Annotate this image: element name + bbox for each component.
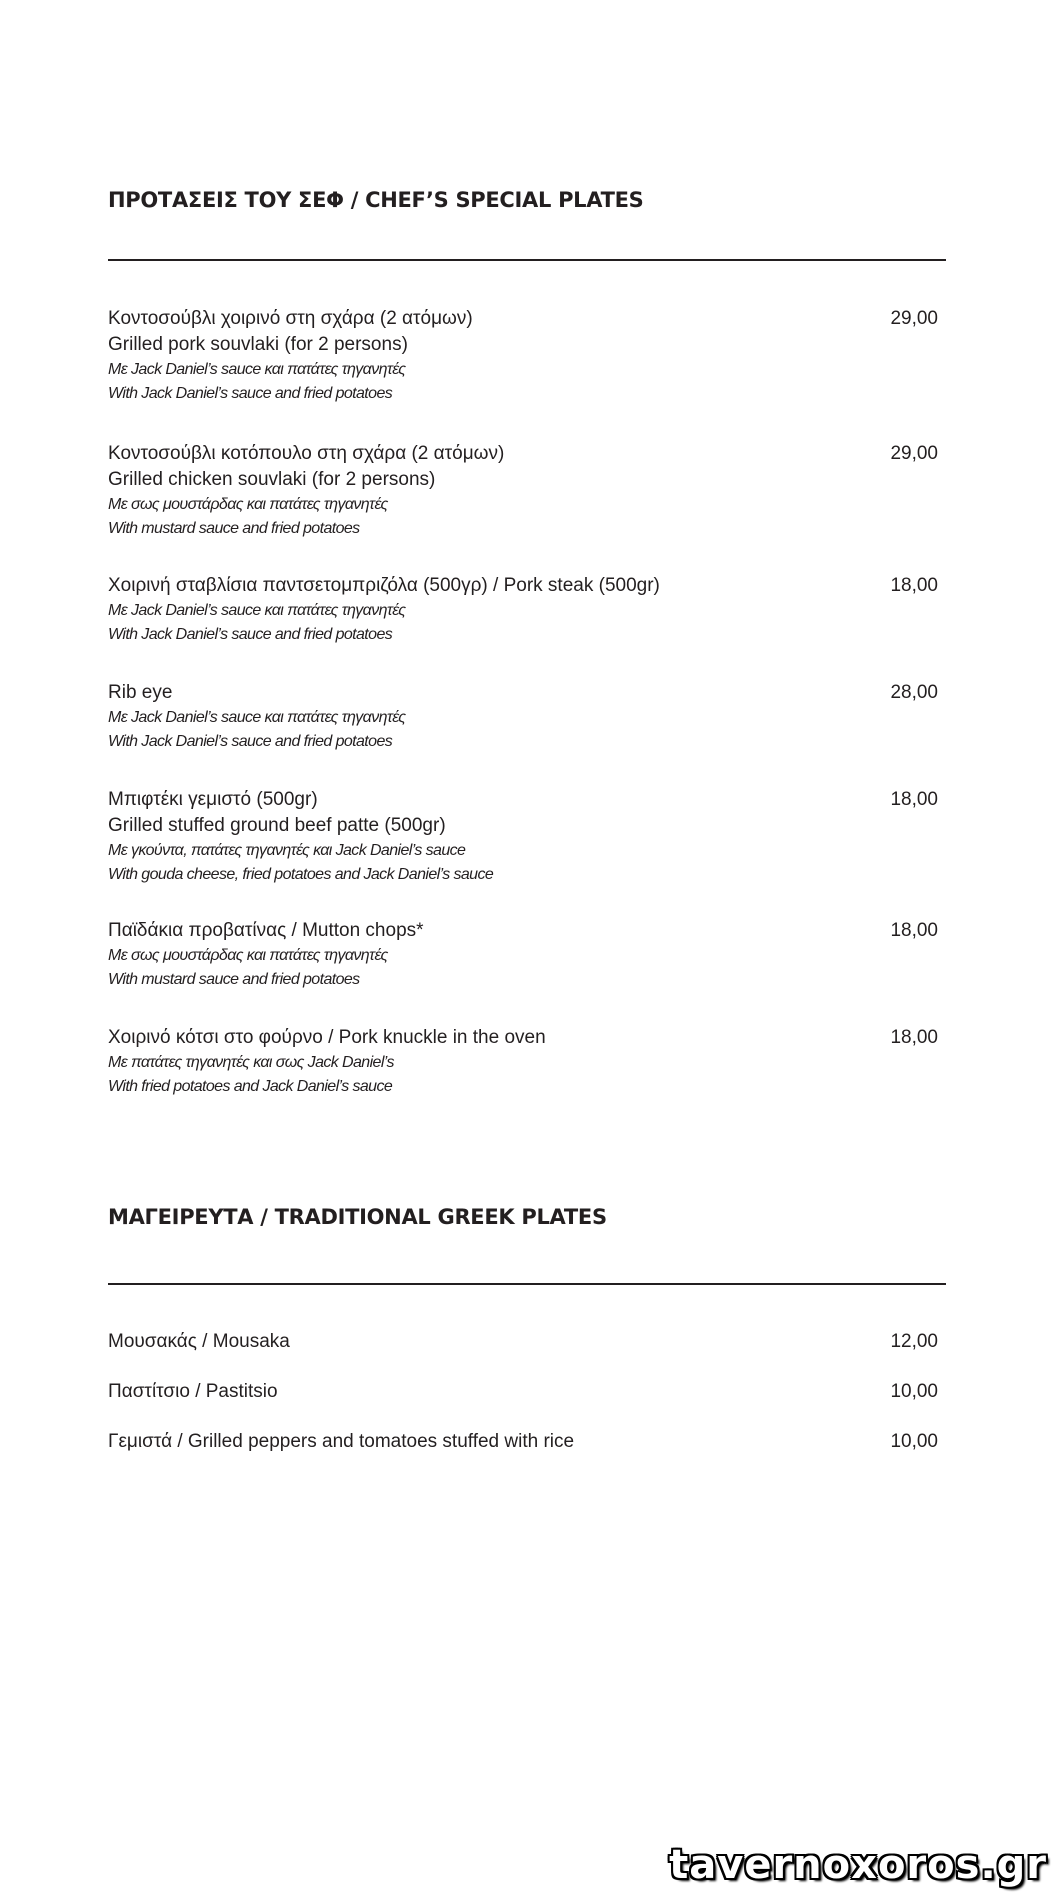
- watermark-logo: tavernoxoros.gr: [669, 1842, 1047, 1888]
- menu-item-pork-souvlaki: [108, 306, 938, 406]
- menu-item-rib-eye: [108, 680, 938, 754]
- menu-item-pastitsio: [108, 1379, 938, 1405]
- menu-item-gemista: [108, 1429, 938, 1455]
- item-price: 10,00: [890, 1431, 938, 1452]
- item-name: Παϊδάκια προβατίνας / Mutton chops*: [108, 920, 424, 941]
- item-description-english: With Jack Daniel’s sauce and fried potatoes: [108, 626, 393, 643]
- item-description-greek: Με Jack Daniel’s sauce και πατάτες τηγανητές: [108, 709, 406, 726]
- menu-item-pork-knuckle: [108, 1025, 938, 1099]
- item-price: 12,00: [890, 1331, 938, 1352]
- item-name: Γεμιστά / Grilled peppers and tomatoes stuffed with rice: [108, 1431, 575, 1452]
- menu-item-pork-steak: [108, 573, 938, 647]
- item-description-greek: Με Jack Daniel’s sauce και πατάτες τηγανητές: [108, 602, 406, 619]
- section-divider: [108, 259, 946, 261]
- item-name: Κοντοσούβλι κοτόπουλο στη σχάρα (2 ατόμων): [108, 443, 505, 464]
- item-name: Παστίτσιο / Pastitsio: [108, 1381, 278, 1402]
- item-price: 10,00: [890, 1381, 938, 1402]
- item-price: 18,00: [890, 789, 938, 810]
- item-name: Χοιρινή σταβλίσια παντσετομπριζόλα (500γρ) / Pork steak (500gr): [108, 575, 660, 596]
- item-description-greek: Με σως μουστάρδας και πατάτες τηγανητές: [108, 496, 388, 513]
- item-description-english: With mustard sauce and fried potatoes: [108, 971, 360, 988]
- item-price: 18,00: [890, 1027, 938, 1048]
- item-name-english: Grilled chicken souvlaki (for 2 persons): [108, 469, 436, 490]
- menu-item-chicken-souvlaki: [108, 441, 938, 541]
- item-price: 18,00: [890, 575, 938, 596]
- item-price: 18,00: [890, 920, 938, 941]
- item-description-english: With mustard sauce and fried potatoes: [108, 520, 360, 537]
- item-name: Μπιφτέκι γεμιστό (500gr): [108, 789, 318, 810]
- section-title: ΜΑΓΕΙΡΕΥΤΑ / TRADITIONAL GREEK PLATES: [108, 1205, 607, 1229]
- item-description-greek: Με σως μουστάρδας και πατάτες τηγανητές: [108, 947, 388, 964]
- item-description-english: With Jack Daniel’s sauce and fried potatoes: [108, 385, 393, 402]
- item-description-english: With fried potatoes and Jack Daniel’s sauce: [108, 1078, 393, 1095]
- item-name: Μουσακάς / Mousaka: [108, 1331, 290, 1352]
- section-title: ΠΡΟΤΑΣΕΙΣ ΤΟΥ ΣΕΦ / CHEF’S SPECIAL PLATES: [108, 188, 644, 212]
- section-traditional-greek: [108, 1207, 946, 1467]
- section-divider: [108, 1283, 946, 1285]
- item-price: 28,00: [890, 682, 938, 703]
- item-name: Rib eye: [108, 682, 173, 703]
- section-chefs-special: [108, 190, 946, 1110]
- item-description-greek: Με γκούντα, πατάτες τηγανητές και Jack Daniel’s sauce: [108, 842, 466, 859]
- item-name: Χοιρινό κότσι στο φούρνο / Pork knuckle in the oven: [108, 1027, 546, 1048]
- item-description-english: With gouda cheese, fried potatoes and Jack Daniel’s sauce: [108, 866, 494, 883]
- menu-item-mutton-chops: [108, 918, 938, 992]
- item-description-greek: Με πατάτες τηγανητές και σως Jack Daniel’s: [108, 1054, 394, 1071]
- item-description-english: With Jack Daniel’s sauce and fried potatoes: [108, 733, 393, 750]
- item-price: 29,00: [890, 308, 938, 329]
- menu-item-stuffed-patte: [108, 787, 938, 887]
- menu-item-mousaka: [108, 1329, 938, 1355]
- item-name: Κοντοσούβλι χοιρινό στη σχάρα (2 ατόμων): [108, 308, 473, 329]
- item-name-english: Grilled pork souvlaki (for 2 persons): [108, 334, 408, 355]
- item-price: 29,00: [890, 443, 938, 464]
- item-description-greek: Με Jack Daniel’s sauce και πατάτες τηγανητές: [108, 361, 406, 378]
- item-name-english: Grilled stuffed ground beef patte (500gr): [108, 815, 446, 836]
